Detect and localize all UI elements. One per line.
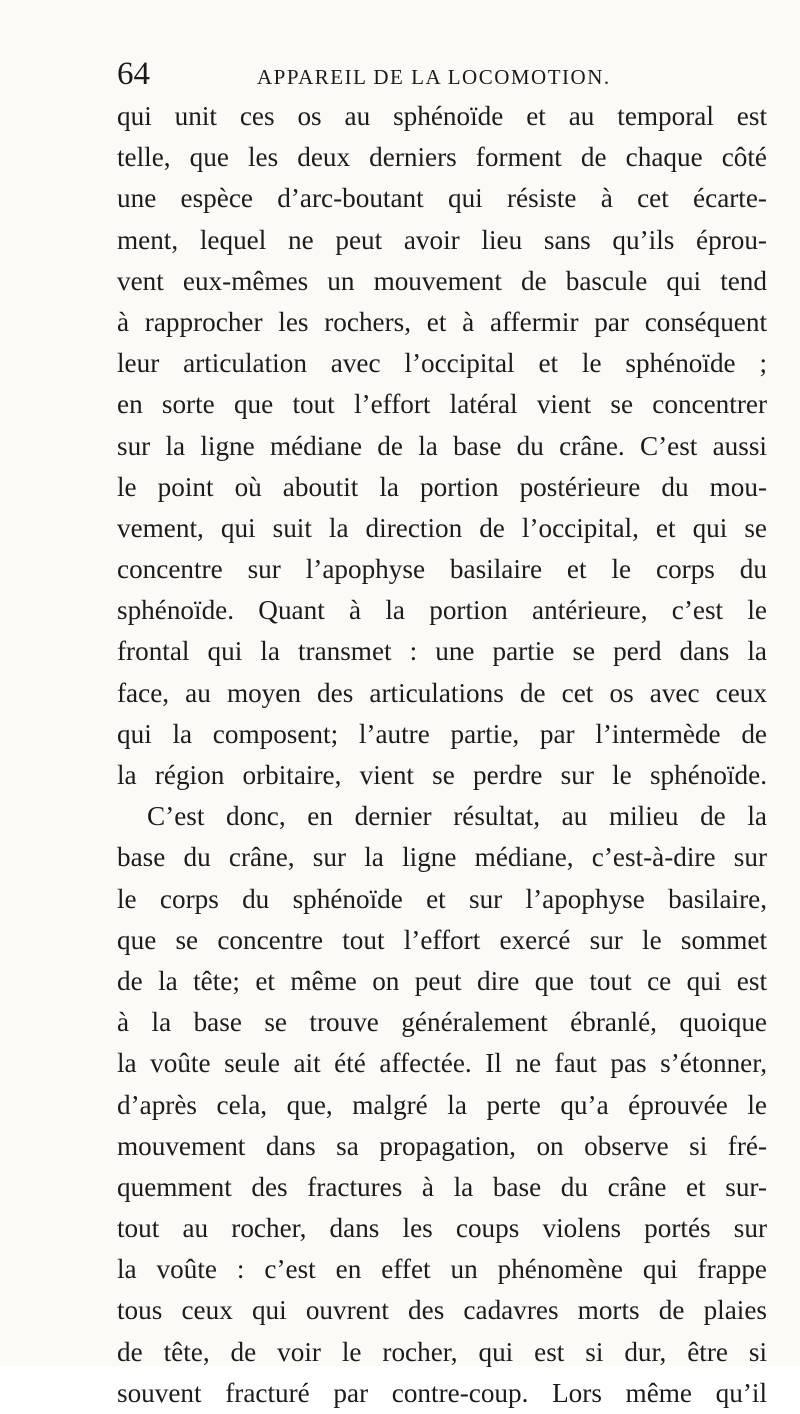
text-line: souvent fracturé par contre-coup. Lors même qu’il — [117, 1377, 767, 1408]
text-line: une espèce d’arc-boutant qui résiste à cet écarte- — [117, 183, 767, 214]
text-line: ment, lequel ne peut avoir lieu sans qu’ils éprou- — [117, 224, 767, 255]
text-line: à la base se trouve généralement ébranlé, quoique — [117, 1007, 767, 1038]
text-line: de la tête; et même on peut dire que tout ce qui est — [117, 965, 767, 996]
text-line: vement, qui suit la direction de l’occipital, et qui se — [117, 512, 767, 543]
text-line: la région orbitaire, vient se perdre sur le sphénoïde. — [117, 760, 767, 790]
text-line: la voûte seule ait été affectée. Il ne faut pas s’étonner, — [117, 1048, 767, 1079]
text-line: d’après cela, que, malgré la perte qu’a éprouvée le — [117, 1089, 767, 1120]
text-line: mouvement dans sa propagation, on observe si fré- — [117, 1130, 767, 1161]
text-line: face, au moyen des articulations de cet os avec ceux — [117, 677, 767, 708]
text-line: concentre sur l’apophyse basilaire et le corps du — [117, 554, 767, 585]
text-line: tout au rocher, dans les coups violens portés sur — [117, 1213, 767, 1244]
text-line: leur articulation avec l’occipital et le sphénoïde ; — [117, 348, 767, 379]
text-line: base du crâne, sur la ligne médiane, c’est-à-dire sur — [117, 842, 767, 873]
text-line: tous ceux qui ouvrent des cadavres morts de plaies — [117, 1295, 767, 1326]
text-line: telle, que les deux derniers forment de chaque côté — [117, 142, 767, 173]
body-text — [117, 96, 767, 1414]
text-line: que se concentre tout l’effort exercé sur le sommet — [117, 924, 767, 955]
page-number: 64 — [117, 56, 150, 92]
page-header — [117, 56, 717, 96]
text-line: C’est donc, en dernier résultat, au milieu de la — [147, 801, 767, 832]
text-line: quemment des fractures à la base du crâne et sur- — [117, 1171, 767, 1202]
text-line: le corps du sphénoïde et sur l’apophyse basilaire, — [117, 883, 767, 914]
text-line: le point où aboutit la portion postérieure du mou- — [117, 471, 767, 502]
text-line: en sorte que tout l’effort latéral vient se concentrer — [117, 389, 767, 420]
text-line: qui la composent; l’autre partie, par l’intermède de — [117, 718, 767, 749]
running-title: APPAREIL DE LA LOCOMOTION. — [257, 65, 611, 89]
text-line: frontal qui la transmet : une partie se perd dans la — [117, 636, 767, 667]
text-line: vent eux-mêmes un mouvement de bascule qui tend — [117, 265, 767, 296]
text-line: de tête, de voir le rocher, qui est si dur, être si — [117, 1336, 767, 1367]
text-line: sur la ligne médiane de la base du crâne. C’est aussi — [117, 430, 767, 461]
text-line: qui unit ces os au sphénoïde et au temporal est — [117, 101, 767, 131]
text-line: à rapprocher les rochers, et à affermir par conséquent — [117, 306, 767, 337]
text-line: la voûte : c’est en effet un phénomène qui frappe — [117, 1254, 767, 1285]
text-line: sphénoïde. Quant à la portion antérieure, c’est le — [117, 595, 767, 626]
